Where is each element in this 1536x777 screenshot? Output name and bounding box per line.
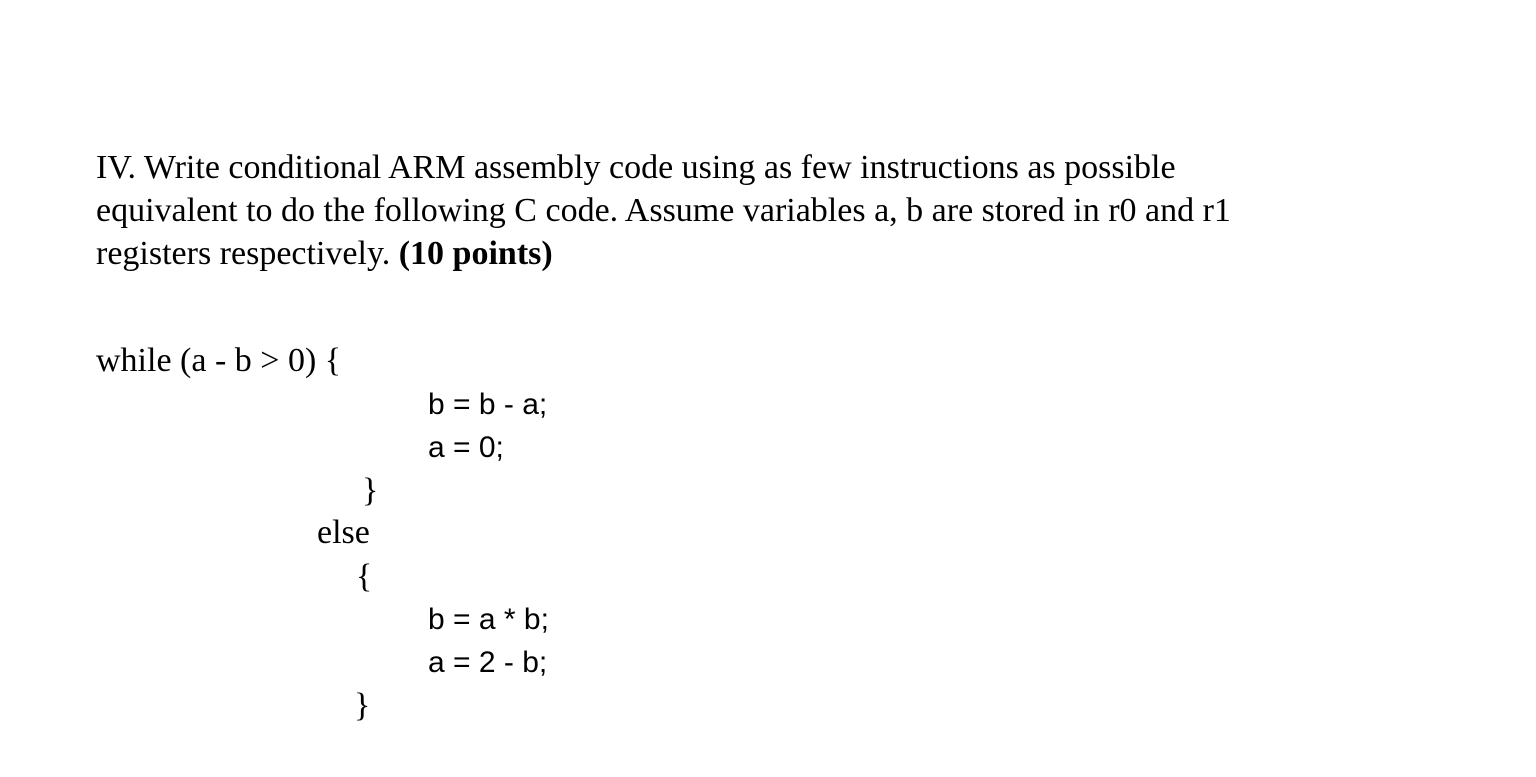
code-open-brace-2: { (356, 558, 373, 595)
code-stmt-b-a-times-b: b = a * b; (428, 603, 549, 636)
code-stmt-a-two-minus-b: a = 2 - b; (428, 646, 548, 679)
code-stmt-b-minus-a: b = b - a; (428, 388, 548, 421)
question-line-3-text: registers respectively. (96, 235, 399, 272)
question-line-1: IV. Write conditional ARM assembly code using as few instructions as possible (96, 149, 1176, 186)
code-close-brace-2: } (354, 687, 371, 724)
question-line-3 (96, 232, 1231, 275)
question-line-2: equivalent to do the following C code. Assume variables a, b are stored in r0 and r1 (96, 192, 1231, 229)
code-stmt-a-zero: a = 0; (428, 431, 504, 464)
code-close-brace-1: } (362, 472, 379, 509)
question-text (96, 146, 1231, 275)
points-label: (10 points) (398, 235, 553, 272)
code-else-keyword: else (317, 514, 370, 551)
code-while-header: while (a - b > 0) { (96, 342, 342, 379)
